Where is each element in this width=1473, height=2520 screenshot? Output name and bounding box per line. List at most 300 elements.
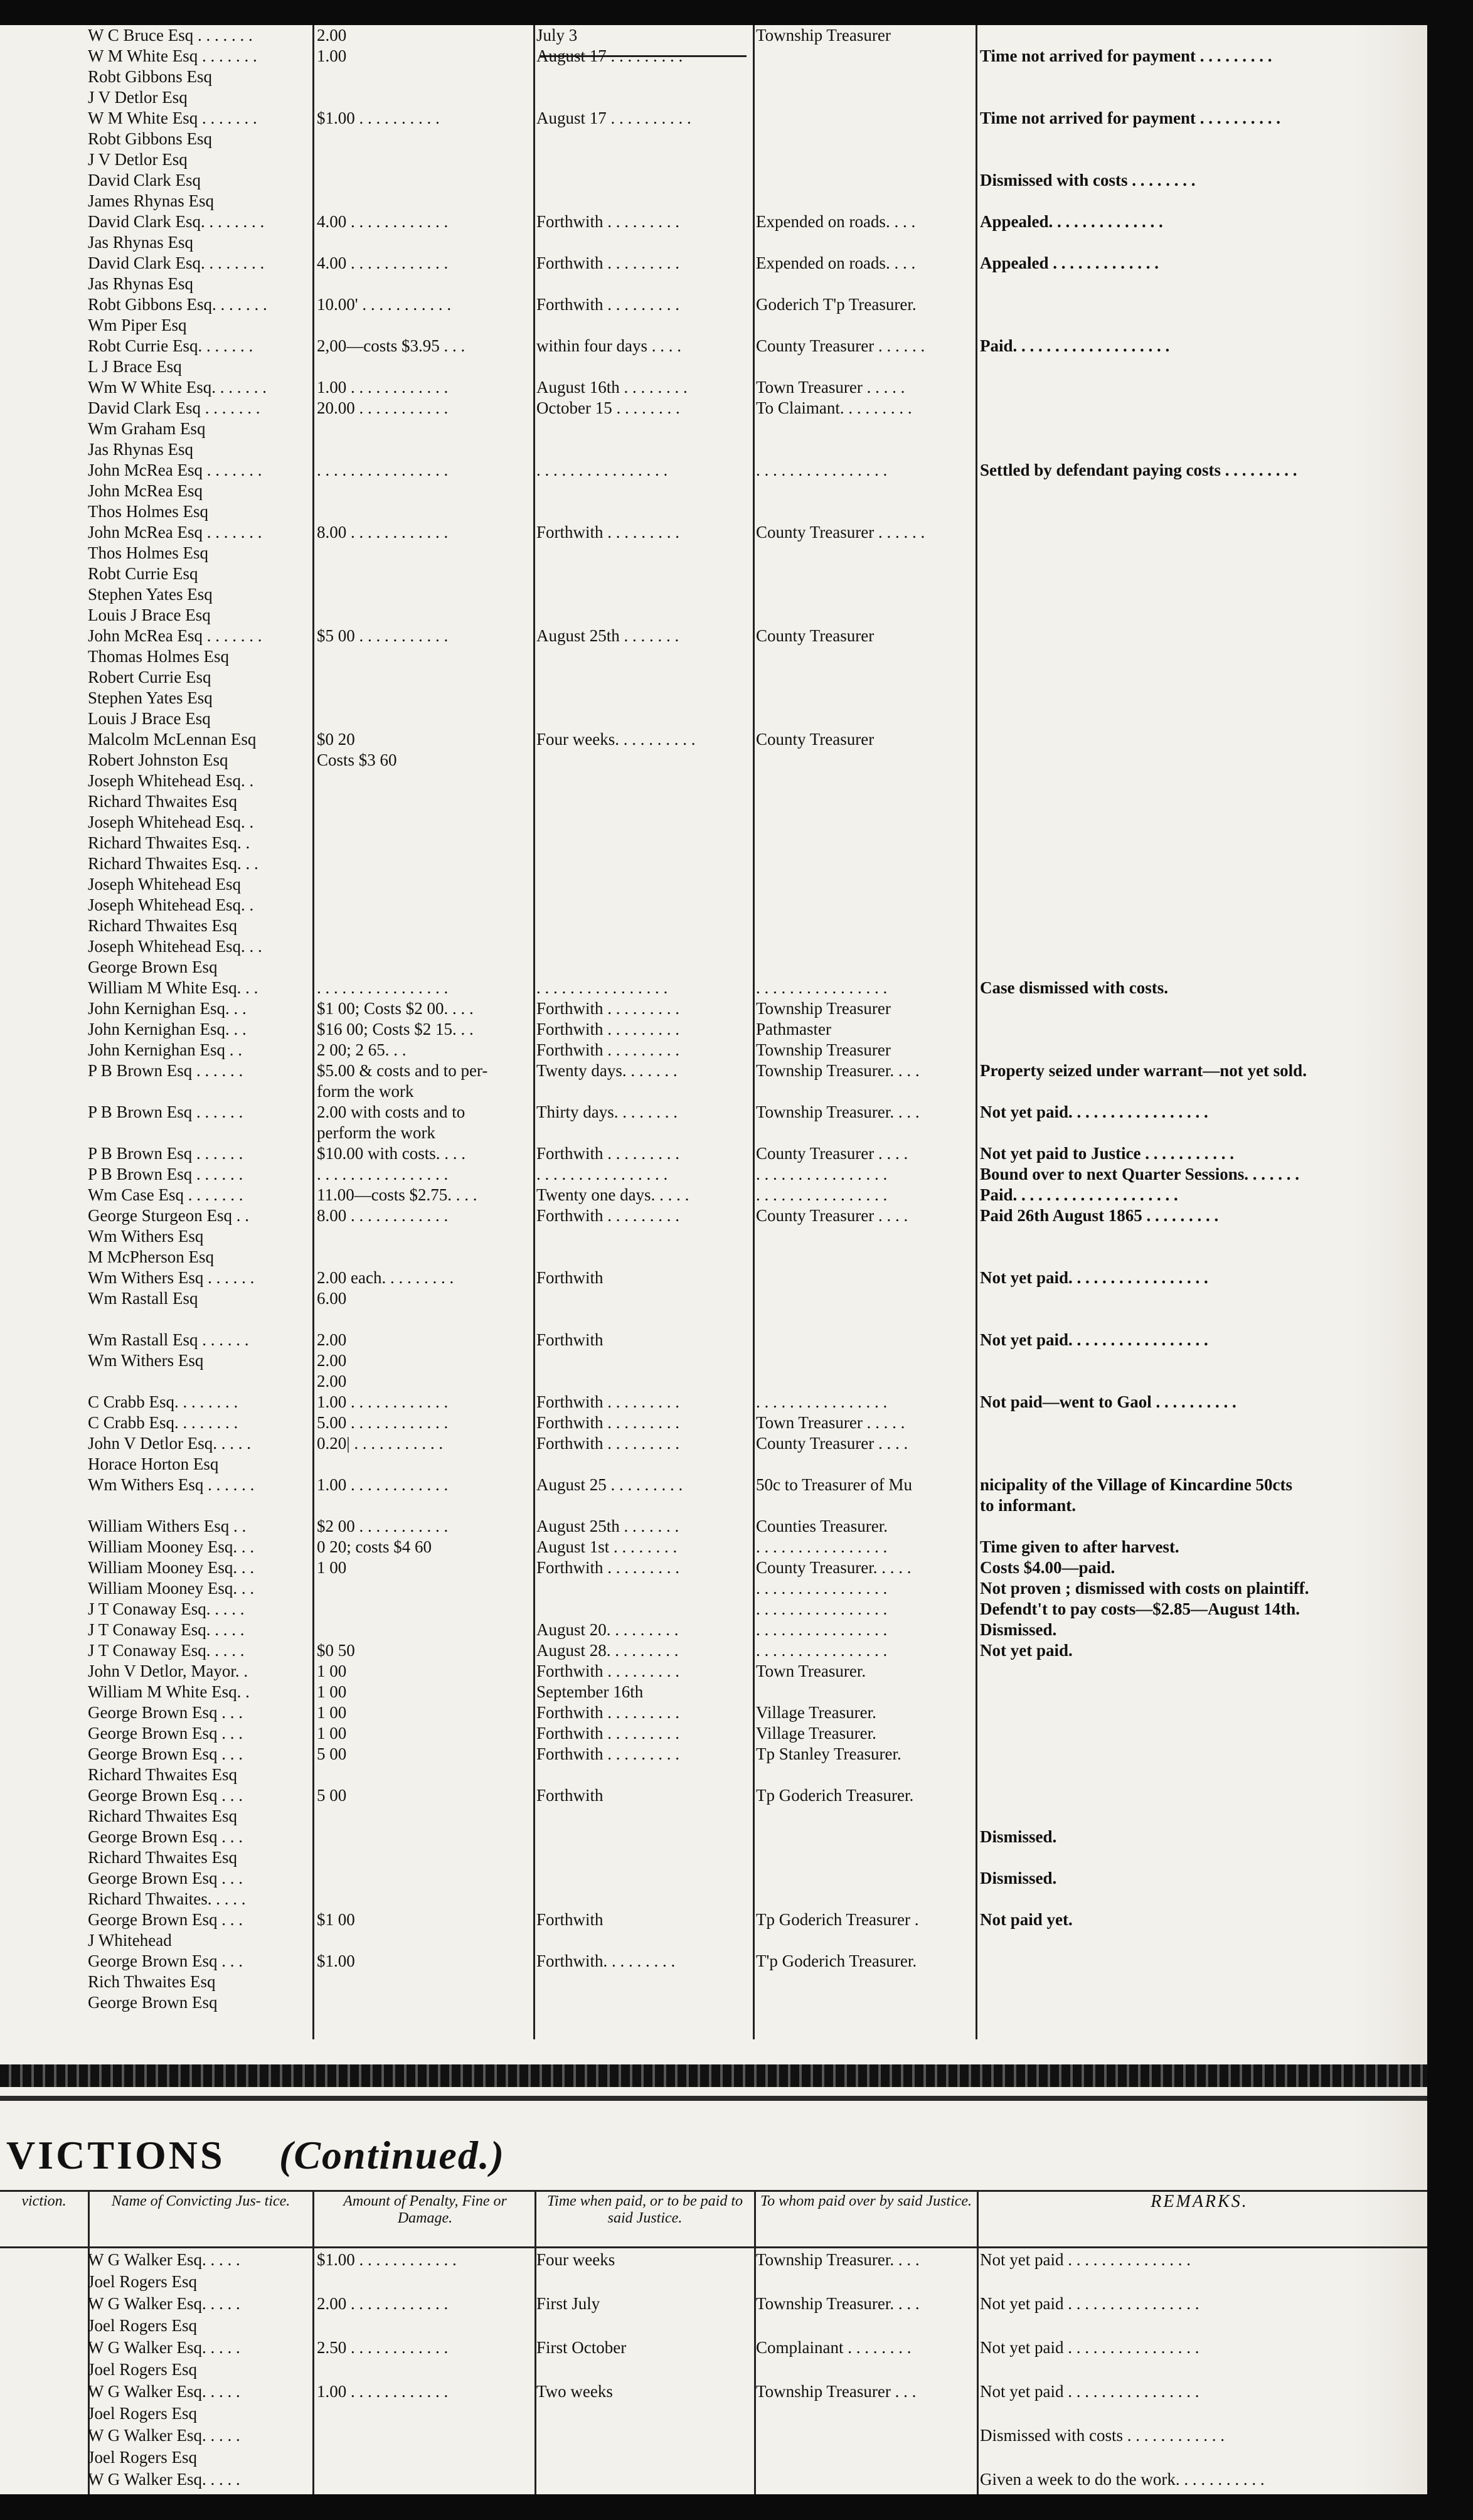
table-row bbox=[0, 936, 1427, 957]
table-row bbox=[0, 1330, 1427, 1350]
cell-justice: Wm Withers Esq bbox=[88, 1351, 204, 1370]
cell-remarks: Defendt't to pay costs—$2.85—August 14th. bbox=[980, 1599, 1300, 1618]
cell-amount: $0 20 bbox=[317, 730, 355, 749]
cell-justice: Joseph Whitehead Esq bbox=[88, 875, 241, 894]
cell-justice: J Whitehead bbox=[88, 1931, 172, 1950]
header-bottom-rule bbox=[0, 2246, 1427, 2248]
cell-time: August 20. . . . . . . . . bbox=[536, 1620, 679, 1639]
table-row bbox=[0, 916, 1427, 936]
cell-amount: $1 00 bbox=[317, 1910, 355, 1929]
cell-time: Forthwith bbox=[536, 1330, 604, 1349]
table-row bbox=[0, 1205, 1427, 1226]
cell-justice: John Kernighan Esq. . . bbox=[88, 999, 247, 1018]
table-row bbox=[0, 356, 1427, 377]
cell-amount: 4.00 . . . . . . . . . . . . bbox=[317, 212, 449, 231]
cell-justice: P B Brown Esq . . . . . . bbox=[88, 1061, 243, 1080]
cell-remarks: Not yet paid. bbox=[980, 1641, 1073, 1660]
cell-amount: 2.00 bbox=[317, 1330, 347, 1349]
table-row bbox=[0, 25, 1427, 46]
cell-paidto: . . . . . . . . . . . . . . . . bbox=[756, 978, 888, 997]
cell-justice: Richard Thwaites Esq. . . bbox=[88, 854, 258, 873]
table-row bbox=[0, 377, 1427, 398]
cell-paidto: Complainant . . . . . . . . bbox=[756, 2338, 912, 2357]
table-row bbox=[0, 1661, 1427, 1682]
cell-remarks: Not yet paid . . . . . . . . . . . . . . . . bbox=[980, 2338, 1199, 2357]
cell-justice: William Mooney Esq. . . bbox=[88, 1558, 255, 1577]
cell-time: Four weeks bbox=[536, 2250, 615, 2269]
table-row bbox=[0, 1226, 1427, 1247]
cell-time: Forthwith bbox=[536, 1786, 604, 1805]
cell-amount: 1 00 bbox=[317, 1724, 347, 1743]
cell-time: Forthwith . . . . . . . . . bbox=[536, 1040, 680, 1059]
cell-justice: William Mooney Esq. . . bbox=[88, 1537, 255, 1556]
cell-justice: Joel Rogers Esq bbox=[88, 2316, 197, 2335]
table-row bbox=[0, 584, 1427, 605]
table-row bbox=[0, 1930, 1427, 1951]
cell-justice: Joel Rogers Esq bbox=[88, 2272, 197, 2291]
table-row bbox=[0, 957, 1427, 978]
cell-justice: Richard Thwaites Esq bbox=[88, 1765, 237, 1784]
cell-justice: Richard Thwaites Esq bbox=[88, 792, 237, 811]
cell-time: . . . . . . . . . . . . . . . . bbox=[536, 461, 668, 479]
cell-justice: Richard Thwaites Esq bbox=[88, 1807, 237, 1825]
cell-amount: 2.00 . . . . . . . . . . . . bbox=[317, 2294, 449, 2313]
cell-amount: 2.00 bbox=[317, 1372, 347, 1391]
cell-justice: George Brown Esq . . . bbox=[88, 1744, 243, 1763]
table-row bbox=[0, 708, 1427, 729]
cell-paidto: Town Treasurer . . . . . bbox=[756, 1413, 905, 1432]
cell-time: Forthwith. . . . . . . . . bbox=[536, 1951, 676, 1970]
cell-paidto: . . . . . . . . . . . . . . . . bbox=[756, 1185, 888, 1204]
cell-amount: 5 00 bbox=[317, 1786, 347, 1805]
table-row bbox=[0, 1350, 1427, 1371]
cell-time: Twenty days. . . . . . . bbox=[536, 1061, 678, 1080]
cell-justice: Wm W White Esq. . . . . . . bbox=[88, 378, 267, 397]
table-row bbox=[0, 1060, 1427, 1081]
cell-justice: Thos Holmes Esq bbox=[88, 543, 208, 562]
table-row bbox=[0, 1682, 1427, 1702]
cell-justice: William Mooney Esq. . . bbox=[88, 1579, 255, 1598]
table-row bbox=[0, 501, 1427, 522]
table-row bbox=[0, 336, 1427, 356]
table-row bbox=[0, 998, 1427, 1019]
cell-time: Forthwith . . . . . . . . . bbox=[536, 212, 680, 231]
table-row bbox=[0, 481, 1427, 501]
table-row bbox=[0, 2381, 1427, 2402]
cell-justice: Wm Withers Esq . . . . . . bbox=[88, 1268, 255, 1287]
cell-justice: George Brown Esq . . . bbox=[88, 1869, 243, 1887]
table-row bbox=[0, 1433, 1427, 1454]
cell-justice: M McPherson Esq bbox=[88, 1247, 214, 1266]
table-row bbox=[0, 978, 1427, 998]
table-row bbox=[0, 2272, 1427, 2292]
cell-justice: Wm Case Esq . . . . . . . bbox=[88, 1185, 243, 1204]
cell-paidto: Village Treasurer. bbox=[756, 1703, 876, 1722]
cell-time: July 3 bbox=[536, 26, 578, 45]
table-row bbox=[0, 1909, 1427, 1930]
cell-justice: Jas Rhynas Esq bbox=[88, 233, 193, 252]
cell-time: Forthwith . . . . . . . . . bbox=[536, 1662, 680, 1680]
cell-justice: Louis J Brace Esq bbox=[88, 709, 211, 728]
cell-justice: John V Detlor, Mayor. . bbox=[88, 1662, 248, 1680]
cell-paidto: . . . . . . . . . . . . . . . . bbox=[756, 1165, 888, 1183]
cell-paidto: Pathmaster bbox=[756, 1020, 831, 1038]
cell-paidto: Expended on roads. . . . bbox=[756, 254, 916, 272]
table-row bbox=[0, 895, 1427, 916]
cell-justice: C Crabb Esq. . . . . . . . bbox=[88, 1413, 238, 1432]
table-row bbox=[0, 791, 1427, 812]
cell-remarks: Costs $4.00—paid. bbox=[980, 1558, 1115, 1577]
cell-amount: 5.00 . . . . . . . . . . . . bbox=[317, 1413, 449, 1432]
cell-paidto: Township Treasurer bbox=[756, 999, 891, 1018]
cell-paidto: . . . . . . . . . . . . . . . . bbox=[756, 1641, 888, 1660]
cell-amount: 2.50 . . . . . . . . . . . . bbox=[317, 2338, 449, 2357]
cell-paidto: . . . . . . . . . . . . . . . . bbox=[756, 1620, 888, 1639]
cell-justice: William M White Esq. . bbox=[88, 1682, 250, 1701]
cell-time: Two weeks bbox=[536, 2382, 613, 2401]
table-row bbox=[0, 2403, 1427, 2424]
cell-amount: 11.00—costs $2.75. . . . bbox=[317, 1185, 477, 1204]
table-row bbox=[0, 1081, 1427, 1102]
table-row bbox=[0, 1475, 1427, 1495]
cell-remarks: Dismissed. bbox=[980, 1827, 1057, 1846]
section-divider-thin bbox=[0, 2096, 1427, 2101]
header-paidto: To whom paid over by said Justice. bbox=[760, 2193, 972, 2209]
cell-time: August 25th . . . . . . . bbox=[536, 626, 679, 645]
cell-time: Forthwith . . . . . . . . . bbox=[536, 1144, 680, 1163]
cell-amount: . . . . . . . . . . . . . . . . bbox=[317, 1165, 449, 1183]
table-row bbox=[0, 294, 1427, 315]
cell-amount: 20.00 . . . . . . . . . . . bbox=[317, 398, 449, 417]
cell-amount: $0 50 bbox=[317, 1641, 355, 1660]
cell-time: . . . . . . . . . . . . . . . . bbox=[536, 1165, 668, 1183]
cell-justice: Thos Holmes Esq bbox=[88, 502, 208, 521]
table-row bbox=[0, 460, 1427, 481]
cell-amount: 1.00 . . . . . . . . . . . . bbox=[317, 2382, 449, 2401]
cell-amount: $10.00 with costs. . . . bbox=[317, 1144, 466, 1163]
cell-amount: $1.00 . . . . . . . . . . . . bbox=[317, 2250, 457, 2269]
cell-justice: John McRea Esq . . . . . . . bbox=[88, 461, 262, 479]
cell-remarks: Paid 26th August 1865 . . . . . . . . . bbox=[980, 1206, 1219, 1225]
cell-justice: David Clark Esq bbox=[88, 171, 201, 190]
table-row bbox=[0, 1412, 1427, 1433]
table-row bbox=[0, 1620, 1427, 1640]
cell-remarks: Not yet paid . . . . . . . . . . . . . . . . bbox=[980, 2382, 1199, 2401]
table-row bbox=[0, 2315, 1427, 2336]
cell-time: Forthwith . . . . . . . . . bbox=[536, 1434, 680, 1453]
cell-time: Thirty days. . . . . . . . bbox=[536, 1102, 678, 1121]
cell-justice: W C Bruce Esq . . . . . . . bbox=[88, 26, 253, 45]
cell-time: . . . . . . . . . . . . . . . . bbox=[536, 978, 668, 997]
cell-paidto: Township Treasurer. . . . bbox=[756, 2294, 920, 2313]
table-row bbox=[0, 1744, 1427, 1765]
table-row bbox=[0, 439, 1427, 460]
table-row bbox=[0, 2337, 1427, 2358]
section-title bbox=[0, 2124, 1427, 2187]
cell-justice: John McRea Esq . . . . . . . bbox=[88, 626, 262, 645]
cell-remarks: Settled by defendant paying costs . . . . . . . . . bbox=[980, 461, 1297, 479]
cell-justice: P B Brown Esq . . . . . . bbox=[88, 1102, 243, 1121]
table-row bbox=[0, 1557, 1427, 1578]
cell-justice: George Brown Esq . . . bbox=[88, 1827, 243, 1846]
table-row bbox=[0, 2447, 1427, 2468]
cell-justice: Jas Rhynas Esq bbox=[88, 440, 193, 459]
table-row bbox=[0, 1495, 1427, 1516]
table-row bbox=[0, 605, 1427, 626]
section-divider bbox=[0, 2064, 1427, 2087]
header-remarks: REMARKS. bbox=[1151, 2192, 1248, 2211]
cell-justice: W G Walker Esq. . . . . bbox=[88, 2426, 240, 2445]
cell-time: Forthwith . . . . . . . . . bbox=[536, 1206, 680, 1225]
table-row bbox=[0, 1309, 1427, 1330]
cell-amount: 1.00 bbox=[317, 46, 347, 65]
cell-remarks: Bound over to next Quarter Sessions. . . . . . . bbox=[980, 1165, 1300, 1183]
cell-justice: David Clark Esq. . . . . . . . bbox=[88, 254, 265, 272]
cell-remarks: Case dismissed with costs. bbox=[980, 978, 1169, 997]
cell-justice: W G Walker Esq. . . . . bbox=[88, 2470, 240, 2489]
cell-time: Forthwith . . . . . . . . . bbox=[536, 1392, 680, 1411]
table-row bbox=[0, 1040, 1427, 1060]
cell-amount: $1 00; Costs $2 00. . . . bbox=[317, 999, 474, 1018]
cell-time: Four weeks. . . . . . . . . . bbox=[536, 730, 696, 749]
cell-amount: 1 00 bbox=[317, 1662, 347, 1680]
cell-paidto: Township Treasurer. . . . bbox=[756, 1102, 920, 1121]
table-row bbox=[0, 1019, 1427, 1040]
cell-justice: Thomas Holmes Esq bbox=[88, 647, 229, 666]
cell-time: Forthwith bbox=[536, 1268, 604, 1287]
cell-justice: William Withers Esq . . bbox=[88, 1517, 247, 1535]
table-row bbox=[0, 87, 1427, 108]
table-row bbox=[0, 1392, 1427, 1412]
cell-justice: W M White Esq . . . . . . . bbox=[88, 46, 257, 65]
table-row bbox=[0, 191, 1427, 211]
cell-paidto: To Claimant. . . . . . . . . bbox=[756, 398, 912, 417]
cell-amount: 1 00 bbox=[317, 1703, 347, 1722]
cell-justice: W G Walker Esq. . . . . bbox=[88, 2338, 240, 2357]
table-row bbox=[0, 1889, 1427, 1909]
cell-amount: 0 20; costs $4 60 bbox=[317, 1537, 432, 1556]
cell-justice: W G Walker Esq. . . . . bbox=[88, 2294, 240, 2313]
cell-justice: J T Conaway Esq. . . . . bbox=[88, 1599, 245, 1618]
cell-paidto: . . . . . . . . . . . . . . . . bbox=[756, 1579, 888, 1598]
cell-justice: David Clark Esq . . . . . . . bbox=[88, 398, 260, 417]
cell-paidto: Township Treasurer bbox=[756, 26, 891, 45]
cell-remarks: Not paid yet. bbox=[980, 1910, 1073, 1929]
cell-time: First July bbox=[536, 2294, 600, 2313]
cell-amount: 1.00 . . . . . . . . . . . . bbox=[317, 1475, 449, 1494]
cell-paidto: County Treasurer bbox=[756, 626, 875, 645]
cell-justice: Robt Gibbons Esq. . . . . . . bbox=[88, 295, 267, 314]
cell-remarks: Paid. . . . . . . . . . . . . . . . . . . . bbox=[980, 1185, 1178, 1204]
cell-justice: Wm Rastall Esq bbox=[88, 1289, 198, 1308]
cell-justice: William M White Esq. . . bbox=[88, 978, 258, 997]
cell-paidto: Counties Treasurer. bbox=[756, 1517, 888, 1535]
cell-paidto: Tp Goderich Treasurer. bbox=[756, 1786, 914, 1805]
cell-justice: George Brown Esq bbox=[88, 1993, 218, 2012]
cell-time: within four days . . . . bbox=[536, 336, 681, 355]
cell-paidto: County Treasurer . . . . bbox=[756, 1206, 908, 1225]
table-row bbox=[0, 108, 1427, 129]
table-row bbox=[0, 211, 1427, 232]
cell-paidto: Tp Stanley Treasurer. bbox=[756, 1744, 901, 1763]
cell-amount: $5.00 & costs and to per- bbox=[317, 1061, 488, 1080]
table-row bbox=[0, 812, 1427, 833]
cell-remarks: Dismissed. bbox=[980, 1620, 1057, 1639]
table-row bbox=[0, 1102, 1427, 1123]
table-row bbox=[0, 1578, 1427, 1599]
cell-time: August 25th . . . . . . . bbox=[536, 1517, 679, 1535]
table-row bbox=[0, 1640, 1427, 1661]
cell-time: August 17 . . . . . . . . . . bbox=[536, 109, 691, 127]
table-row bbox=[0, 1702, 1427, 1723]
table-row bbox=[0, 170, 1427, 191]
cell-justice: W G Walker Esq. . . . . bbox=[88, 2382, 240, 2401]
cell-amount: form the work bbox=[317, 1082, 414, 1101]
table-row bbox=[0, 2250, 1427, 2270]
table-row bbox=[0, 1247, 1427, 1268]
cell-justice: Malcolm McLennan Esq bbox=[88, 730, 257, 749]
cell-remarks: to informant. bbox=[980, 1496, 1076, 1515]
cell-remarks: nicipality of the Village of Kincardine 50cts bbox=[980, 1475, 1292, 1494]
cell-amount: perform the work bbox=[317, 1123, 435, 1142]
section-title-main: VICTIONS bbox=[6, 2133, 225, 2177]
table-row bbox=[0, 1164, 1427, 1185]
table-row bbox=[0, 1868, 1427, 1889]
cell-amount: 2.00 with costs and to bbox=[317, 1102, 465, 1121]
cell-justice: Robert Currie Esq bbox=[88, 668, 211, 686]
cell-amount: 2.00 each. . . . . . . . . bbox=[317, 1268, 454, 1287]
cell-justice: Wm Graham Esq bbox=[88, 419, 206, 438]
cell-justice: David Clark Esq. . . . . . . . bbox=[88, 212, 265, 231]
cell-remarks: Time not arrived for payment . . . . . . . . . bbox=[980, 46, 1272, 65]
cell-remarks: Not yet paid. . . . . . . . . . . . . . . . . bbox=[980, 1102, 1208, 1121]
cell-justice: John Kernighan Esq . . bbox=[88, 1040, 242, 1059]
cell-amount: 1.00 . . . . . . . . . . . . bbox=[317, 1392, 449, 1411]
cell-justice: John McRea Esq . . . . . . . bbox=[88, 523, 262, 542]
table-row bbox=[0, 1537, 1427, 1557]
cell-paidto: Village Treasurer. bbox=[756, 1724, 876, 1743]
table-row bbox=[0, 1185, 1427, 1205]
table-row bbox=[0, 874, 1427, 895]
cell-time: August 17 . . . . . . . . . bbox=[536, 46, 683, 65]
table-row bbox=[0, 2469, 1427, 2490]
table-row bbox=[0, 1143, 1427, 1164]
cell-remarks: Paid. . . . . . . . . . . . . . . . . . . bbox=[980, 336, 1170, 355]
cell-amount: $2 00 . . . . . . . . . . . bbox=[317, 1517, 449, 1535]
cell-paidto: . . . . . . . . . . . . . . . . bbox=[756, 1392, 888, 1411]
table-row bbox=[0, 729, 1427, 750]
table-row bbox=[0, 853, 1427, 874]
cell-time: August 1st . . . . . . . . bbox=[536, 1537, 678, 1556]
cell-amount: 8.00 . . . . . . . . . . . . bbox=[317, 1206, 449, 1225]
table-row bbox=[0, 1972, 1427, 1992]
cell-justice: J V Detlor Esq bbox=[88, 150, 188, 169]
table-row bbox=[0, 626, 1427, 646]
cell-paidto: County Treasurer . . . . . . bbox=[756, 336, 925, 355]
table-row bbox=[0, 232, 1427, 253]
table-row bbox=[0, 315, 1427, 336]
cell-time: Forthwith bbox=[536, 1910, 604, 1929]
cell-amount: 1 00 bbox=[317, 1558, 347, 1577]
cell-justice: L J Brace Esq bbox=[88, 357, 182, 376]
cell-justice: Stephen Yates Esq bbox=[88, 585, 213, 604]
cell-time: August 25 . . . . . . . . . bbox=[536, 1475, 683, 1494]
cell-amount: 2,00—costs $3.95 . . . bbox=[317, 336, 465, 355]
cell-justice: Rich Thwaites Esq bbox=[88, 1972, 216, 1991]
cell-justice: George Sturgeon Esq . . bbox=[88, 1206, 249, 1225]
cell-time: First October bbox=[536, 2338, 627, 2357]
table-row bbox=[0, 1516, 1427, 1537]
table-row bbox=[0, 771, 1427, 791]
cell-amount: . . . . . . . . . . . . . . . . bbox=[317, 461, 449, 479]
cell-paidto: County Treasurer. . . . . bbox=[756, 1558, 912, 1577]
cell-paidto: Township Treasurer. . . . bbox=[756, 1061, 920, 1080]
cell-justice: James Rhynas Esq bbox=[88, 191, 214, 210]
cell-remarks: Not yet paid . . . . . . . . . . . . . . . . bbox=[980, 2294, 1199, 2313]
cell-time: Forthwith . . . . . . . . . bbox=[536, 1724, 680, 1743]
cell-justice: P B Brown Esq . . . . . . bbox=[88, 1144, 243, 1163]
table-row bbox=[0, 1992, 1427, 2013]
table-row bbox=[0, 646, 1427, 667]
cell-justice: Wm Withers Esq . . . . . . bbox=[88, 1475, 255, 1494]
cell-amount: 1.00 . . . . . . . . . . . . bbox=[317, 378, 449, 397]
cell-time: Forthwith . . . . . . . . . bbox=[536, 523, 680, 542]
header-time: Time when paid, or to be paid to said Justice. bbox=[547, 2193, 743, 2226]
newspaper-page bbox=[0, 25, 1427, 2494]
cell-justice: George Brown Esq . . . bbox=[88, 1703, 243, 1722]
cell-remarks: Not paid—went to Gaol . . . . . . . . . . bbox=[980, 1392, 1236, 1411]
table-row bbox=[0, 1454, 1427, 1475]
cell-justice: W M White Esq . . . . . . . bbox=[88, 109, 257, 127]
cell-time: Forthwith . . . . . . . . . bbox=[536, 295, 680, 314]
table-row bbox=[0, 750, 1427, 771]
cell-amount: 8.00 . . . . . . . . . . . . bbox=[317, 523, 449, 542]
cell-paidto: Township Treasurer. . . . bbox=[756, 2250, 920, 2269]
cell-justice: J T Conaway Esq. . . . . bbox=[88, 1620, 245, 1639]
cell-justice: Robt Gibbons Esq bbox=[88, 67, 213, 86]
table-row bbox=[0, 688, 1427, 708]
table-row bbox=[0, 419, 1427, 439]
table-row bbox=[0, 46, 1427, 67]
cell-justice: Richard Thwaites. . . . . bbox=[88, 1889, 246, 1908]
cell-time: October 15 . . . . . . . . bbox=[536, 398, 680, 417]
cell-justice: John Kernighan Esq. . . bbox=[88, 1020, 247, 1038]
cell-paidto: Township Treasurer . . . bbox=[756, 2382, 917, 2401]
cell-time: Twenty one days. . . . . bbox=[536, 1185, 689, 1204]
table-row bbox=[0, 129, 1427, 149]
table-row bbox=[0, 833, 1427, 853]
cell-justice: George Brown Esq . . . bbox=[88, 1724, 243, 1743]
cell-remarks: Time not arrived for payment . . . . . . . . . . bbox=[980, 109, 1280, 127]
table-row bbox=[0, 563, 1427, 584]
cell-paidto: Town Treasurer. bbox=[756, 1662, 866, 1680]
table-row bbox=[0, 1806, 1427, 1827]
table-row bbox=[0, 1371, 1427, 1392]
table-row bbox=[0, 398, 1427, 419]
cell-justice: Joel Rogers Esq bbox=[88, 2360, 197, 2379]
cell-time: Forthwith . . . . . . . . . bbox=[536, 1558, 680, 1577]
header-conviction: viction. bbox=[21, 2193, 66, 2209]
cell-justice: John McRea Esq bbox=[88, 481, 203, 500]
cell-justice: Robt Currie Esq. . . . . . . bbox=[88, 336, 253, 355]
cell-justice: John V Detlor Esq. . . . . bbox=[88, 1434, 252, 1453]
table-row bbox=[0, 67, 1427, 87]
table-row bbox=[0, 2425, 1427, 2446]
table-row bbox=[0, 1723, 1427, 1744]
header-justice: Name of Convicting Jus- tice. bbox=[111, 2193, 290, 2209]
table-row bbox=[0, 1847, 1427, 1868]
cell-remarks: Property seized under warrant—not yet sold. bbox=[980, 1061, 1307, 1080]
